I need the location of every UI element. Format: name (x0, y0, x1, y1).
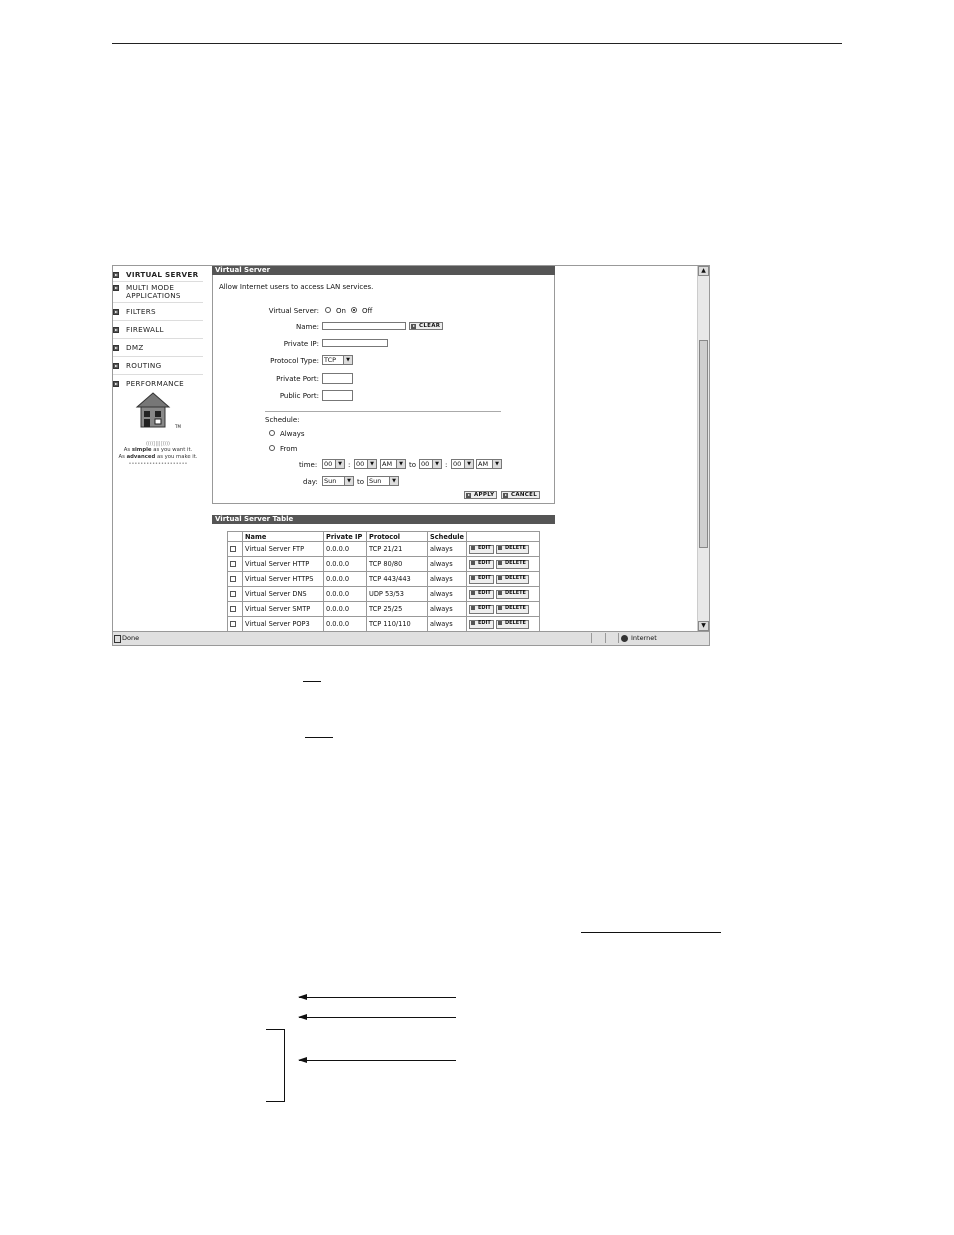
time-to-ampm-select[interactable] (476, 459, 502, 469)
actions-cell (467, 557, 540, 572)
virtual-server-form (212, 275, 555, 504)
schedule-cell: always (428, 617, 467, 632)
scroll-up-icon[interactable]: ▲ (698, 266, 709, 276)
select-value: 00 (324, 460, 333, 468)
chevron-down-icon: ▼ (432, 460, 441, 468)
vertical-scrollbar[interactable] (697, 266, 709, 631)
sidebar-item-performance[interactable] (113, 375, 203, 392)
underline-mark (305, 737, 333, 738)
time-from-min-select[interactable] (354, 459, 377, 469)
protocol-select[interactable] (322, 355, 353, 365)
row-checkbox[interactable] (230, 576, 236, 582)
colon-separator: : (348, 461, 351, 469)
delete-button[interactable]: DELETE (496, 545, 529, 554)
name-cell: Virtual Server SMTP (243, 602, 324, 617)
sidebar-item-firewall[interactable] (113, 321, 203, 339)
underline-mark (581, 932, 721, 933)
select-value: 00 (453, 460, 462, 468)
time-from-hour-select[interactable] (322, 459, 345, 469)
arrow-bullet-icon (113, 363, 119, 369)
chevron-down-icon: ▼ (344, 477, 353, 485)
private-ip-cell: 0.0.0.0 (324, 572, 367, 587)
actions-cell (467, 542, 540, 557)
row-checkbox-cell (228, 587, 243, 602)
name-cell: Virtual Server HTTP (243, 557, 324, 572)
delete-button[interactable]: DELETE (496, 620, 529, 629)
name-cell: Virtual Server FTP (243, 542, 324, 557)
edit-button[interactable]: EDIT (469, 575, 494, 584)
main-content (212, 266, 555, 631)
private-ip-cell: 0.0.0.0 (324, 542, 367, 557)
virtual-server-table-header: Virtual Server Table (212, 515, 555, 524)
off-radio[interactable] (351, 307, 357, 313)
tagline-text: As (118, 454, 127, 460)
arrow-bullet-icon (113, 285, 119, 291)
protocol-cell: TCP 443/443 (367, 572, 428, 587)
protocol-cell: TCP 110/110 (367, 617, 428, 632)
public-port-label: Public Port: (279, 392, 319, 400)
cancel-button[interactable]: CANCEL (501, 491, 540, 499)
protocol-cell: TCP 25/25 (367, 602, 428, 617)
always-radio[interactable] (269, 430, 275, 436)
status-text: Done (122, 634, 140, 642)
schedule-cell: always (428, 542, 467, 557)
from-radio[interactable] (269, 445, 275, 451)
chevron-down-icon: ▼ (335, 460, 344, 468)
arrow-left-icon (299, 1017, 456, 1018)
arrow-left-icon (299, 997, 456, 998)
chevron-down-icon: ▼ (343, 356, 352, 364)
delete-button[interactable]: DELETE (496, 605, 529, 614)
section-divider (265, 411, 501, 412)
edit-button[interactable]: EDIT (469, 620, 494, 629)
tagline-text: As (123, 447, 132, 453)
arrow-bullet-icon (113, 345, 119, 351)
private-ip-label: Private IP: (283, 340, 319, 348)
signal-waves-icon: ((((|||||)))) (145, 441, 171, 447)
table-header-row (228, 532, 540, 542)
schedule-label: Schedule: (265, 416, 300, 424)
off-label: Off (362, 307, 373, 315)
scroll-thumb[interactable] (699, 340, 708, 548)
private-ip-cell: 0.0.0.0 (324, 617, 367, 632)
protocol-value: TCP (324, 356, 337, 364)
protocol-cell: UDP 53/53 (367, 587, 428, 602)
column-header: Protocol (367, 532, 428, 542)
clear-button[interactable]: CLEAR (409, 322, 443, 330)
sidebar-item-virtual-server[interactable] (113, 269, 203, 282)
globe-icon (621, 635, 628, 642)
browser-screenshot (112, 265, 710, 646)
row-checkbox[interactable] (230, 546, 236, 552)
sidebar-item-label: MULTI MODE APPLICATIONS (126, 283, 181, 300)
name-cell: Virtual Server DNS (243, 587, 324, 602)
sidebar-item-label: PERFORMANCE (126, 379, 185, 388)
time-from-ampm-select[interactable] (380, 459, 406, 469)
virtual-server-header: Virtual Server (212, 266, 555, 275)
underline-mark (303, 681, 321, 682)
chevron-down-icon: ▼ (464, 460, 473, 468)
arrow-bullet-icon (113, 272, 119, 278)
chevron-down-icon: ▼ (396, 460, 405, 468)
description: Allow Internet users to access LAN services. (219, 283, 374, 291)
row-checkbox-cell (228, 572, 243, 587)
name-input[interactable] (322, 322, 406, 330)
page-top-rule (112, 43, 842, 44)
edit-button[interactable]: EDIT (469, 545, 494, 554)
chevron-down-icon: ▼ (367, 460, 376, 468)
column-header: Private IP (324, 532, 367, 542)
public-port-input[interactable] (322, 390, 353, 401)
sidebar-item-label: FIREWALL (126, 325, 164, 334)
delete-button[interactable]: DELETE (496, 590, 529, 599)
row-checkbox[interactable] (230, 621, 236, 627)
private-port-label: Private Port: (276, 375, 319, 383)
edit-button[interactable]: EDIT (469, 560, 494, 569)
virtual-server-table-panel (212, 524, 555, 644)
row-checkbox-cell (228, 602, 243, 617)
select-value: Sun (369, 477, 382, 485)
to-label: to (357, 478, 365, 486)
status-bar (113, 631, 709, 645)
dotted-divider: •••••••••••••••••••• (128, 461, 188, 467)
select-value: AM (382, 460, 393, 468)
sidebar-item-label: VIRTUAL SERVER (126, 270, 199, 279)
sidebar-item-filters[interactable] (113, 303, 203, 321)
table-row (228, 572, 540, 587)
name-label: Name: (295, 323, 319, 331)
schedule-cell: always (428, 572, 467, 587)
arrow-left-icon (299, 1060, 456, 1061)
day-from-select[interactable] (322, 476, 354, 486)
private-ip-cell: 0.0.0.0 (324, 557, 367, 572)
select-value: 00 (421, 460, 430, 468)
status-divider (591, 633, 592, 643)
time-to-hour-select[interactable] (419, 459, 442, 469)
always-label: Always (280, 430, 305, 438)
actions-cell (467, 572, 540, 587)
from-label: From (280, 445, 298, 453)
tagline-text: as you make it. (155, 454, 198, 460)
table-row (228, 557, 540, 572)
name-cell: Virtual Server HTTPS (243, 572, 324, 587)
sidebar-item-multi-mode-applications[interactable] (113, 282, 203, 303)
day-to-select[interactable] (367, 476, 399, 486)
protocol-type-label: Protocol Type: (270, 357, 319, 365)
trademark-mark: TM (175, 424, 181, 429)
schedule-cell: always (428, 602, 467, 617)
edit-button[interactable]: EDIT (469, 605, 494, 614)
column-header: Schedule (428, 532, 467, 542)
table-row (228, 587, 540, 602)
schedule-cell: always (428, 557, 467, 572)
private-ip-cell: 0.0.0.0 (324, 587, 367, 602)
private-ip-cell: 0.0.0.0 (324, 602, 367, 617)
arrow-bullet-icon (113, 309, 119, 315)
sidebar-item-routing[interactable] (113, 357, 203, 375)
table-row (228, 602, 540, 617)
arrow-bullet-icon (113, 327, 119, 333)
house-logo-icon (133, 391, 173, 431)
actions-column-header (467, 532, 540, 542)
protocol-cell: TCP 80/80 (367, 557, 428, 572)
row-checkbox-cell (228, 557, 243, 572)
actions-cell (467, 602, 540, 617)
schedule-cell: always (428, 587, 467, 602)
on-radio[interactable] (325, 307, 331, 313)
status-divider (618, 633, 619, 643)
delete-button[interactable]: DELETE (496, 560, 529, 569)
checkbox-column-header (228, 532, 243, 542)
actions-cell (467, 587, 540, 602)
row-checkbox-cell (228, 617, 243, 632)
select-value: Sun (324, 477, 337, 485)
protocol-cell: TCP 21/21 (367, 542, 428, 557)
virtual-server-table (227, 531, 540, 632)
select-value: AM (478, 460, 489, 468)
name-cell: Virtual Server POP3 (243, 617, 324, 632)
column-header: Name (243, 532, 324, 542)
colon-separator: : (445, 461, 448, 469)
edit-button[interactable]: EDIT (469, 590, 494, 599)
delete-button[interactable]: DELETE (496, 575, 529, 584)
select-value: 00 (356, 460, 365, 468)
tagline-text: as you want it. (151, 447, 193, 453)
row-checkbox[interactable] (230, 561, 236, 567)
on-label: On (336, 307, 346, 315)
scroll-down-icon[interactable]: ▼ (698, 621, 709, 631)
sidebar-item-label: ROUTING (126, 361, 162, 370)
to-label: to (409, 461, 417, 469)
private-port-input[interactable] (322, 373, 353, 384)
row-checkbox-cell (228, 542, 243, 557)
sidebar (113, 266, 203, 631)
time-label: time: (299, 461, 318, 469)
time-to-min-select[interactable] (451, 459, 474, 469)
day-label: day: (303, 478, 318, 486)
status-divider (605, 633, 606, 643)
zone-text: Internet (631, 634, 657, 642)
apply-button[interactable]: APPLY (464, 491, 497, 499)
table-row (228, 542, 540, 557)
virtual-server-label: Virtual Server: (268, 307, 319, 315)
page-icon (114, 635, 121, 643)
chevron-down-icon: ▼ (492, 460, 501, 468)
arrow-bullet-icon (113, 381, 119, 387)
tagline-bold: advanced (126, 454, 156, 460)
row-checkbox[interactable] (230, 591, 236, 597)
chevron-down-icon: ▼ (389, 477, 398, 485)
bracket-mark (266, 1029, 285, 1102)
tagline (113, 441, 203, 467)
tagline-bold: simple (131, 447, 152, 453)
actions-cell (467, 617, 540, 632)
sidebar-item-label: DMZ (126, 343, 144, 352)
row-checkbox[interactable] (230, 606, 236, 612)
private-ip-input[interactable] (322, 339, 388, 347)
sidebar-item-label: FILTERS (126, 307, 156, 316)
table-row (228, 617, 540, 632)
sidebar-item-dmz[interactable] (113, 339, 203, 357)
